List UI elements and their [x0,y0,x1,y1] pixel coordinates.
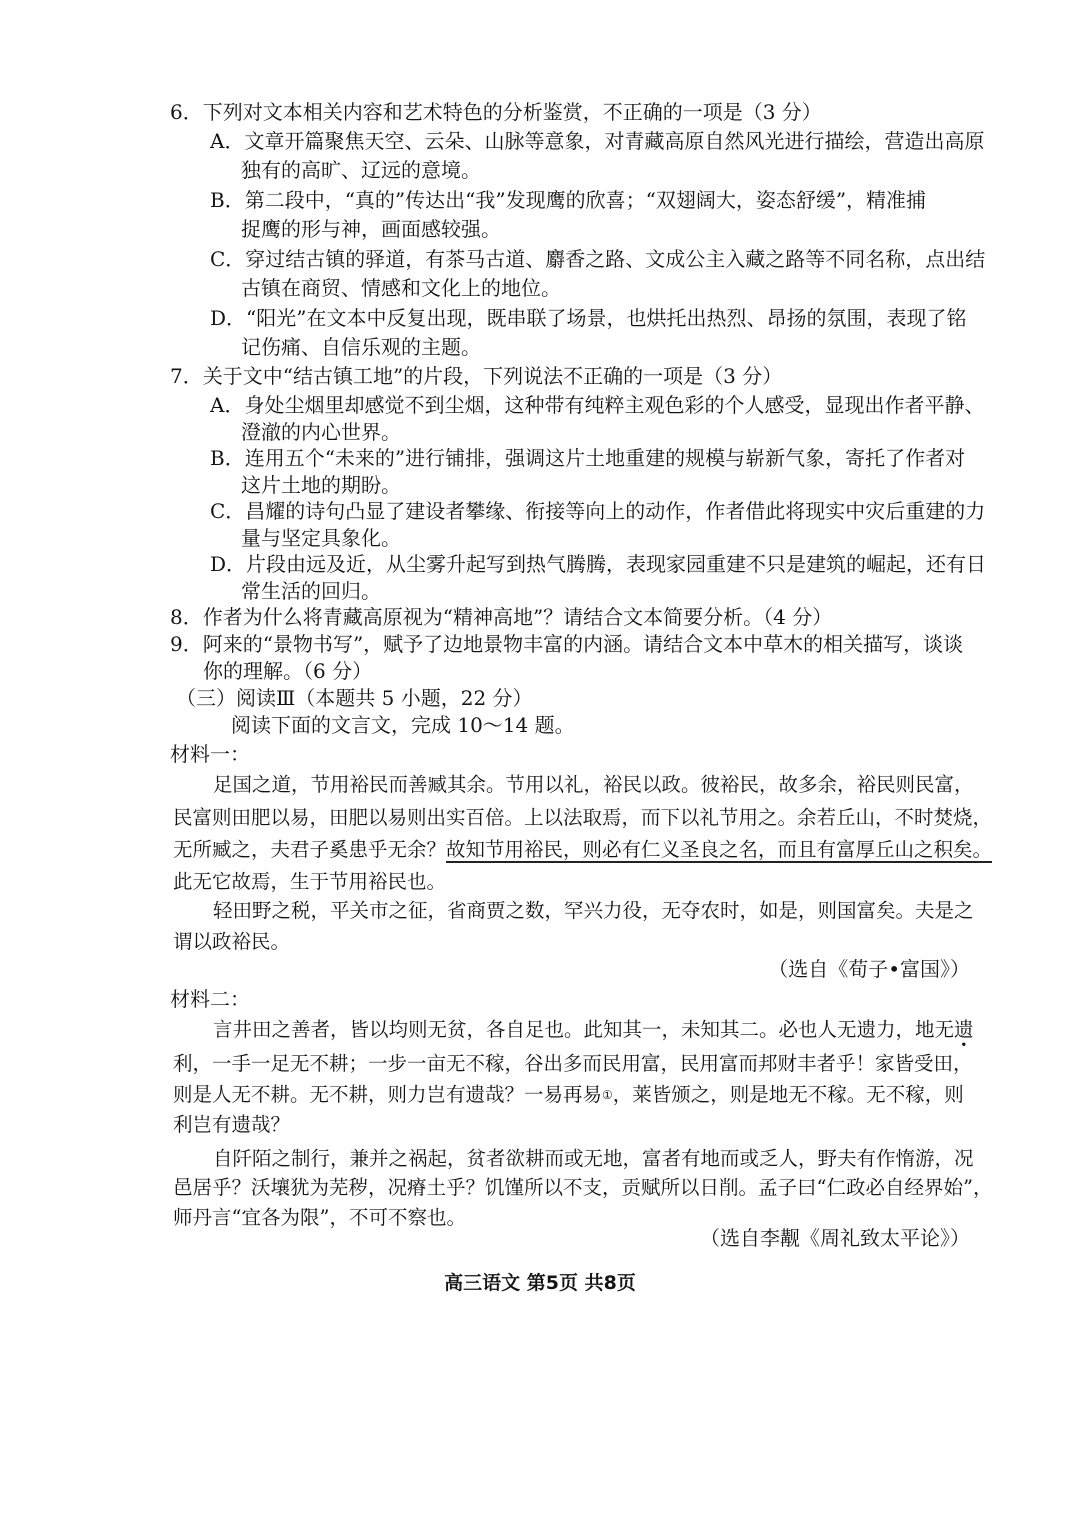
material2-line-1 [213,1014,974,1046]
page-footer: 高三语文 第5页 共8页 [444,1272,636,1294]
q7-stem: 7．关于文中“结古镇工地”的片段，下列说法不正确的一项是（3 分） [170,364,783,388]
q7-option-a-line1: A．身处尘烟里却感觉不到尘烟，这种带有纯粹主观色彩的个人感受，显现出作者平静、 [210,393,985,417]
material2-source: （选自李觏《周礼致太平论》） [700,1226,970,1250]
q9-stem-line1: 9．阿来的“景物书写”，赋予了边地景物丰富的内涵。请结合文本中草木的相关描写，谈谈 [170,632,964,656]
q6-option-c-line1: C．穿过结古镇的驿道，有茶马古道、麝香之路、文成公主入藏之路等不同名称，点出结 [210,247,986,271]
material1-line: 谓以政裕民。 [173,930,291,953]
q6-option-a-line2: 独有的高旷、辽远的意境。 [241,158,481,182]
q7-option-c-line1: C．昌耀的诗句凸显了建设者攀缘、衔接等向上的动作，作者借此将现实中灾后重建的力 [210,499,986,523]
material2-text: ，莱皆颁之，则是地无不稼。无不稼，则 [612,1083,964,1106]
dotted-character: 遗 [954,1018,974,1041]
material1-line: 此无它故焉，生于节用裕民也。 [173,870,447,893]
underlined-sentence: 故知节用裕民，则必有仁义圣良之名，而且有富厚丘山之积矣。 [446,838,993,861]
material2-line: 利，一手一足无不耕；一步一亩无不稼，谷出多而民用富，民用富而邦财丰者乎！家皆受田， [173,1052,973,1075]
q6-option-d-line1: D．“阳光”在文本中反复出现，既串联了场景，也烘托出热烈、昂扬的氛围，表现了铭 [210,306,967,330]
q6-option-a-line1: A．文章开篇聚焦天空、云朵、山脉等意象，对青藏高原自然风光进行描绘，营造出高原 [210,129,985,153]
q8-stem: 8．作者为什么将青藏高原视为“精神高地”？请结合文本简要分析。（4 分） [170,605,833,629]
material1-label: 材料一： [170,742,250,766]
q6-stem: 6．下列对文本相关内容和艺术特色的分析鉴赏，不正确的一项是（3 分） [170,100,822,124]
q7-option-b-line1: B．连用五个“未来的”进行铺排，强调这片土地重建的规模与崭新气象，寄托了作者对 [210,446,966,470]
q7-option-d-line2: 常生活的回归。 [241,579,381,603]
q7-option-a-line2: 澄澈的内心世界。 [241,420,401,444]
material2-label: 材料二： [170,987,250,1011]
material2-text: 言井田之善者，皆以均则无贫，各自足也。此知其一，未知其二。必也人无遗力，地无 [213,1018,955,1041]
q7-option-c-line2: 量与坚定具象化。 [241,526,401,550]
q6-option-d-line2: 记伤痛、自信乐观的主题。 [241,335,481,359]
material2-line-3 [173,1079,964,1111]
material2-line: 师丹言“宜各为限”，不可不察也。 [173,1206,466,1229]
footnote-marker: ① [602,1088,613,1102]
material2-line: 利岂有遗哉？ [173,1113,291,1136]
material1-line-3 [173,834,992,866]
q6-option-b-line2: 捉鹰的形与神，画面感较强。 [241,217,501,241]
material2-line: 邑居乎？沃壤犹为芜秽，况瘠土乎？饥馑所以不支，贡赋所以日削。孟子曰“仁政必自经界始”， [173,1176,993,1199]
material2-line: 自阡陌之制行，兼并之祸起，贫者欲耕而或无地，富者有地而或乏人，野夫有作惰游，况 [213,1147,974,1170]
material1-line: 民富则田肥以易，田肥以易则出实百倍。上以法取焉，而下以礼节用之。余若丘山，不时焚烧， [173,806,993,829]
material1-source: （选自《荀子•富国》） [768,957,970,981]
q7-option-d-line1: D．片段由远及近，从尘雾升起写到热气腾腾，表现家园重建不只是建筑的崛起，还有日 [210,552,987,576]
material2-text: 则是人无不耕。无不耕，则力岂有遗哉？一易再易 [173,1083,603,1106]
section-instruction: 阅读下面的文言文，完成 10～14 题。 [231,713,575,737]
q7-option-b-line2: 这片土地的期盼。 [241,473,401,497]
material1-line: 足国之道，节用裕民而善臧其余。节用以礼，裕民以政。彼裕民，故多余，裕民则民富， [213,773,974,796]
q6-option-b-line1: B．第二段中，“真的”传达出“我”发现鹰的欣喜；“双翅阔大，姿态舒缓”，精准捕 [210,188,927,212]
q6-option-c-line2: 古镇在商贸、情感和文化上的地位。 [241,276,561,300]
material1-text: 无所臧之，夫君子奚患乎无余？ [173,838,447,861]
material1-line: 轻田野之税，平关市之征，省商贾之数，罕兴力役，无夺农时，如是，则国富矣。夫是之 [213,899,974,922]
section-title: （三）阅读Ⅲ（本题共 5 小题，22 分） [176,686,533,710]
q9-stem-line2: 你的理解。（6 分） [203,659,373,683]
